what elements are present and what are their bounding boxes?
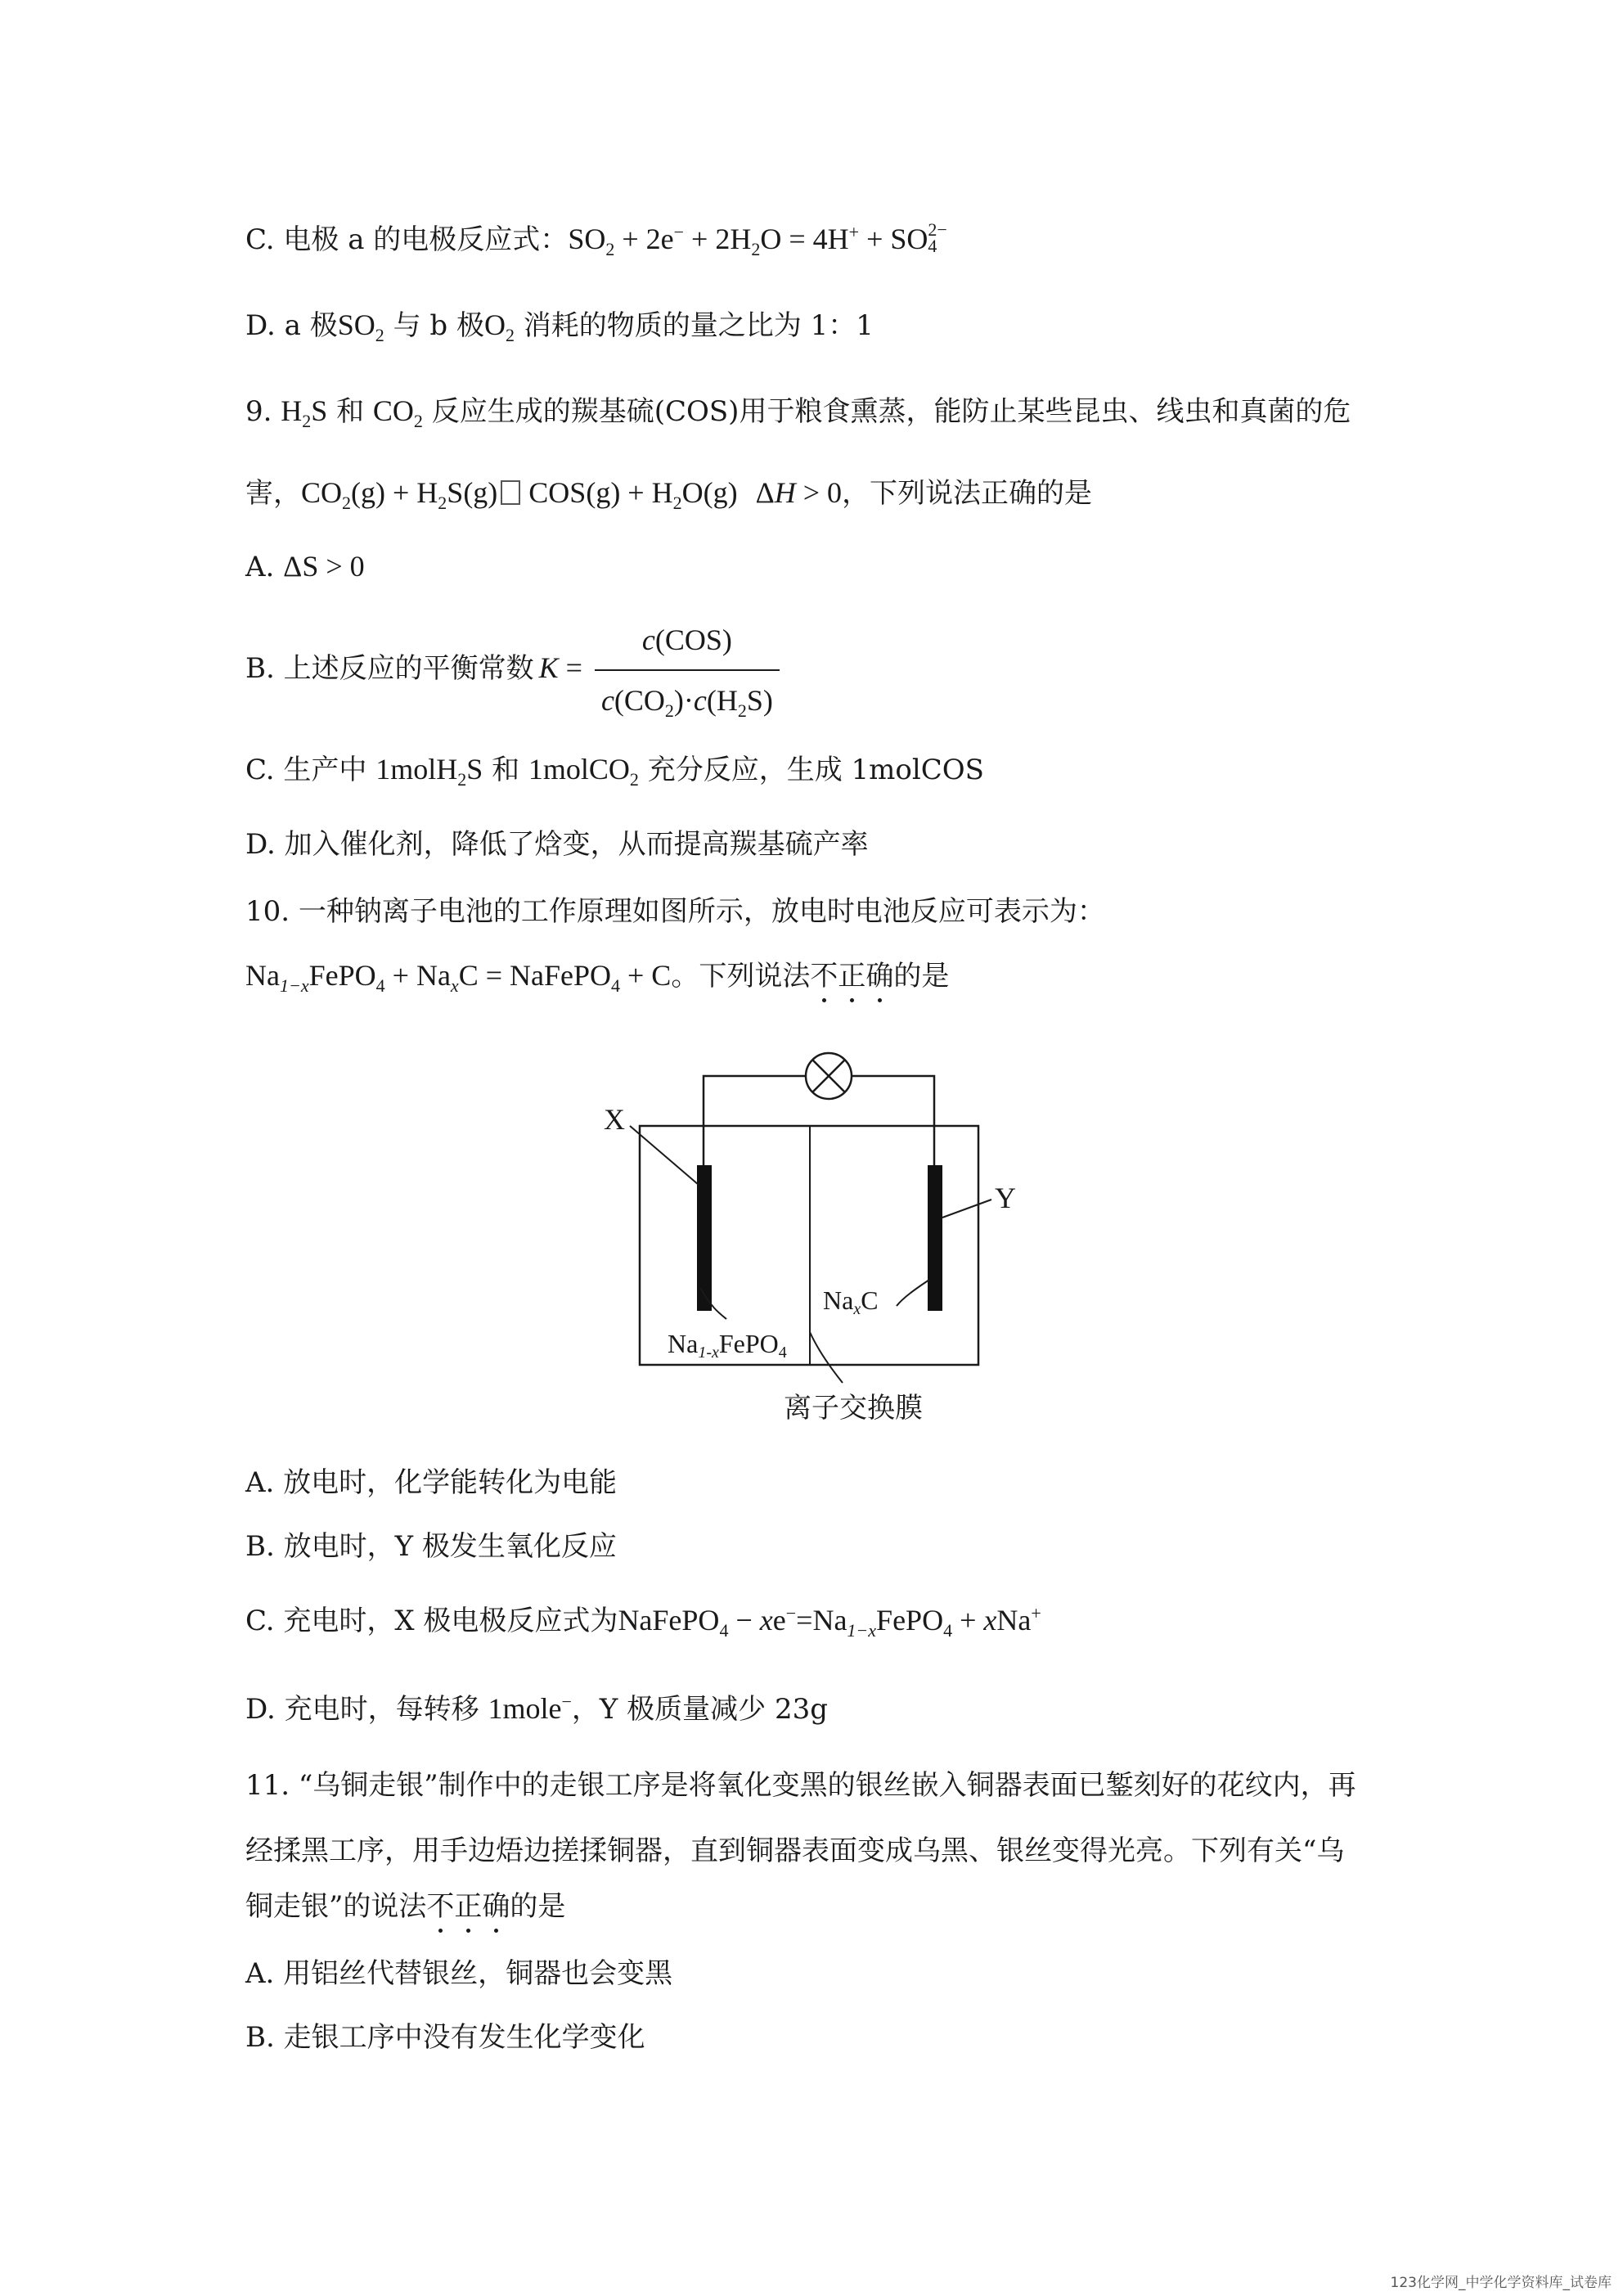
q10-option-a: A. 放电时，化学能转化为电能 — [245, 1466, 618, 1499]
battery-diagram — [573, 1047, 1063, 1440]
q9-option-c: C. 生产中 1molH$_2$S 和 1molCO$_2$ 充分反应，生成 1molCOS — [245, 753, 984, 790]
q10-stem: 10. 一种钠离子电池的工作原理如图所示，放电时电池反应可表示为： — [245, 895, 1105, 928]
lamp-icon — [806, 1053, 852, 1099]
wire-left — [704, 1076, 805, 1224]
q9-option-a: A. ΔS > 0 — [245, 550, 365, 583]
q8-c-equation: $SO_2 + 2e^- + 2H_2O = 4H^+$ + SO 2− 4 — [568, 219, 947, 260]
label-left-material: Na1-xFePO4 — [668, 1329, 787, 1362]
q9-stem-line1: 9. $H_2S$ 和 $CO_2$ 反应生成的羰基硫(COS)用于粮食熏蒸，能防止某些昆虫、线虫和真菌的危 — [245, 394, 1351, 432]
q10-reaction: $Na_{1-x}FePO_4 + Na_xC$ = NaFePO$_4$ + C。下列说法不正确的是 — [245, 959, 950, 997]
electrode-y — [928, 1165, 942, 1311]
q8-option-d: D. a 极$SO_2$ 与 b 极$O_2$ 消耗的物质的量之比为 1：1 — [245, 308, 874, 346]
q11-stem-line3: 铜走银”的说法不正确的是 — [245, 1890, 566, 1923]
leader-y — [942, 1200, 991, 1218]
q10-option-c: C. 充电时，X 极电极反应式为NaFePO$_4$ − $xe^-=Na_{1-x}FePO_4 + xNa^+$ — [245, 1603, 1041, 1641]
equilibrium-arrow-placeholder-icon — [501, 480, 520, 505]
leader-right-material — [897, 1280, 929, 1306]
q9-option-b: B. 上述反应的平衡常数 K = $\frac{\text{c(COS)}}{c(CO_2)\cdot c(H_2S)}$ — [245, 615, 1378, 725]
label-membrane: 离子交换膜 — [784, 1392, 923, 1425]
q10-equation: $Na_{1-x}FePO_4 + Na_xC$ = NaFePO$_4$ + C — [245, 959, 672, 997]
label-right-material: NaxC — [823, 1285, 879, 1318]
q9-equation: $CO_2(g) + H_2S(g) COS(g) + H_2O(g) \Delta H > 0$ — [301, 476, 843, 514]
footer-watermark: 123化学网_中学化学资料库_试卷库 — [1390, 2275, 1612, 2291]
q8-option-c: C. 电极 a 的电极反应式：$SO_2 + 2e^- + 2H_2O = 4H^+$ + SO 2− 4 — [245, 219, 947, 260]
q11-option-b: B. 走银工序中没有发生化学变化 — [245, 2021, 645, 2054]
q10-c-equation: NaFePO$_4$ − $xe^-=Na_{1-x}FePO_4 + xNa^+$ — [618, 1603, 1041, 1641]
battery-diagram-svg — [573, 1047, 1063, 1440]
q9-option-d: D. 加入催化剂，降低了焓变，从而提高羰基硫产率 — [245, 828, 869, 861]
q10-option-d: D. 充电时，每转移 1mole−，Y 极质量减少 23g — [245, 1691, 828, 1726]
q10-option-b: B. 放电时，Y 极发生氧化反应 — [245, 1530, 617, 1563]
wire-right — [852, 1076, 934, 1224]
label-x: X — [604, 1103, 625, 1136]
electrode-x — [697, 1165, 712, 1311]
q11-stem-line2: 经揉黑工序，用手边焐边搓揉铜器，直到铜器表面变成乌黑、银丝变得光亮。下列有关“乌 — [245, 1835, 1345, 1867]
q9-stem-line2: 害，$CO_2(g) + H_2S(g) COS(g) + H_2O(g) \Delta H > 0$，下列说法正确的是 — [245, 476, 1093, 514]
equilibrium-constant-fraction: $\frac{\text{c(COS)}}{c(CO_2)\cdot c(H_2S)}$ — [595, 615, 780, 725]
q11-option-a: A. 用铝丝代替银丝，铜器也会变黑 — [245, 1957, 673, 1990]
label-y: Y — [995, 1182, 1016, 1214]
q11-stem-line1: 11. “乌铜走银”制作中的走银工序是将氧化变黑的银丝嵌入铜器表面已錾刻好的花纹内，再 — [245, 1769, 1356, 1802]
leader-membrane — [810, 1332, 843, 1383]
